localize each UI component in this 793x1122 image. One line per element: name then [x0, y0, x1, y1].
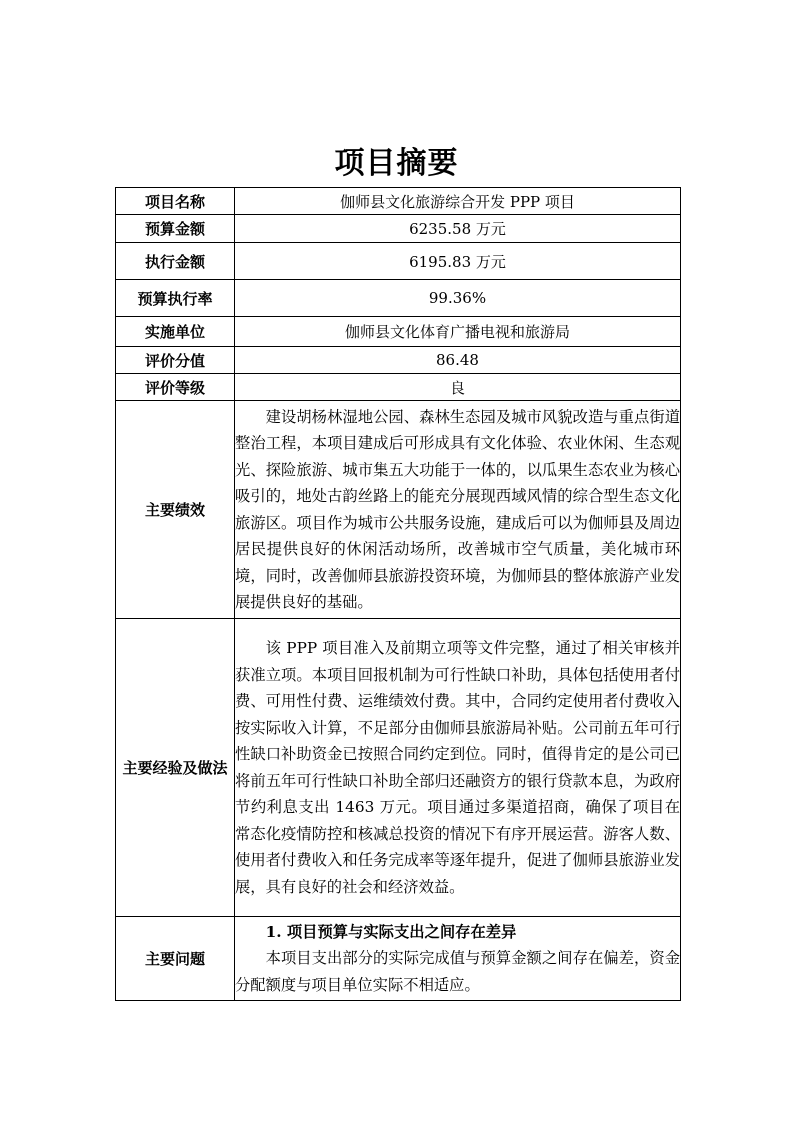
row-value-grade: 良	[235, 374, 681, 401]
problems-text	[235, 917, 681, 1001]
table-row	[116, 317, 681, 347]
row-label-budget-amount: 预算金额	[116, 215, 235, 243]
problem-heading: 1. 项目预算与实际支出之间存在差异	[265, 922, 517, 941]
experience-text	[235, 619, 681, 917]
row-label-project-name: 项目名称	[116, 188, 235, 215]
row-value-score: 86.48	[235, 347, 681, 374]
table-row	[116, 215, 681, 243]
table-row	[116, 243, 681, 280]
performance-text	[235, 401, 681, 619]
summary-table	[115, 187, 681, 1001]
page-title: 项目摘要	[334, 146, 459, 181]
row-value-implementing-unit: 伽师县文化体育广播电视和旅游局	[235, 317, 681, 347]
row-value-project-name: 伽师县文化旅游综合开发 PPP 项目	[235, 188, 681, 215]
row-label-implementing-unit: 实施单位	[116, 317, 235, 347]
performance-paragraph: 建设胡杨林湿地公园、森林生态园及城市风貌改造与重点街道整治工程，本项目建成后可形成具有文化体验、农业休闲、生态观光、探险旅游、城市集五大功能于一体的，以瓜果生态农业为核心吸引的，地处古韵丝路上的能充分展现西域风情的综合型生态文化旅游区。项目作为城市公共服务设施，建成后可以为伽师县及周边居民提供良好的休闲活动场所，改善城市空气质量，美化城市环境，同时，改善伽师县旅游投资环境，为伽师县的整体旅游产业发展提供良好的基础。	[235, 407, 680, 611]
table-row	[116, 917, 681, 1001]
row-value-execution-rate: 99.36%	[235, 280, 681, 317]
problem-paragraph: 本项目支出部分的实际完成值与预算金额之间存在偏差，资金分配额度与项目单位实际不相适应。	[235, 949, 680, 994]
row-label-experience: 主要经验及做法	[116, 619, 235, 917]
table-row	[116, 619, 681, 917]
table-row	[116, 188, 681, 215]
row-label-performance: 主要绩效	[116, 401, 235, 619]
table-row	[116, 401, 681, 619]
row-label-score: 评价分值	[116, 347, 235, 374]
experience-paragraph: 该 PPP 项目准入及前期立项等文件完整，通过了相关审核并获准立项。本项目回报机制为可行性缺口补助，具体包括使用者付费、可用性付费、运维绩效付费。其中，合同约定使用者付费收入按实际收入计算，不足部分由伽师县旅游局补贴。公司前五年可行性缺口补助资金已按照合同约定到位。同时，值得肯定的是公司已将前五年可行性缺口补助全部归还融资方的银行贷款本息，为政府节约利息支出 1463 万元。项目通过多渠道招商，确保了项目在常态化疫情防控和核减总投资的情况下有序开展运营。游客人数、使用者付费收入和任务完成率等逐年提升，促进了伽师县旅游业发展，具有良好的社会和经济效益。	[235, 639, 680, 896]
table-row	[116, 280, 681, 317]
row-value-budget-amount: 6235.58 万元	[235, 215, 681, 243]
row-label-problems: 主要问题	[116, 917, 235, 1001]
row-label-grade: 评价等级	[116, 374, 235, 401]
row-value-executed-amount: 6195.83 万元	[235, 243, 681, 280]
row-label-executed-amount: 执行金额	[116, 243, 235, 280]
table-row	[116, 374, 681, 401]
table-row	[116, 347, 681, 374]
row-label-execution-rate: 预算执行率	[116, 280, 235, 317]
